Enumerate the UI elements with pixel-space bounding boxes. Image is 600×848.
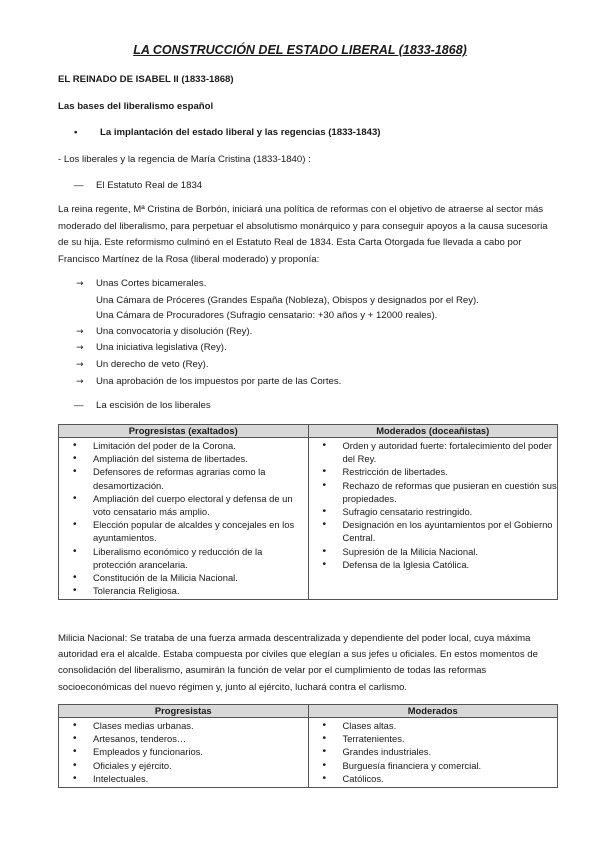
list-item: • Clases altas. [343, 719, 558, 732]
bullet-implantation-text: La implantación del estado liberal y las regencias (1833-1843) [100, 127, 381, 138]
paragraph-milicia: Milicia Nacional: Se trataba de una fuerza armada descentralizada y dependiente del poder local, cuya máxima autoridad era el alcalde. Estaba compuesta por civiles que elegían a sus jefes u oficiales. En estos momentos de consolidación del liberalismo, asumirán la función de velar por el cumplimiento de todas las reformas socioeconómicas del nuevo régimen y, junto al ejército, luchará contra el carlismo. [58, 633, 538, 693]
proposal-item: → Unas Cortes bicamerales. [76, 276, 576, 293]
social-base-table [58, 704, 558, 788]
list-item: • Elección popular de alcaldes y concejales en los ayuntamientos. [93, 518, 308, 544]
heading-bases: Las bases del liberalismo español [58, 101, 214, 112]
heading-reign: EL REINADO DE ISABEL II (1833-1868) [58, 74, 234, 85]
proposal-subitem: Una Cámara de Próceres (Grandes España (Nobleza), Obispos y designados por el Rey). [96, 294, 479, 306]
list-item: • Defensores de reformas agrarias como la desamortización. [93, 465, 308, 491]
list-item: • Constitución de la Milicia Nacional. [93, 571, 308, 584]
arrow-icon: → [76, 343, 84, 354]
table2-header-moderados: Moderados [308, 705, 558, 718]
table1-header-progresistas: Progresistas (exaltados) [59, 425, 309, 438]
arrow-icon: → [76, 359, 84, 370]
dash-icon: — [74, 400, 84, 411]
list-item: • Burguesía financiera y comercial. [343, 759, 558, 772]
table1-header-moderados: Moderados (doceañistas) [308, 425, 558, 438]
dash-estatuto-text: El Estatuto Real de 1834 [96, 180, 203, 191]
list-item: • Orden y autoridad fuerte: fortalecimiento del poder del Rey. [343, 439, 558, 465]
dash-escision-text: La escisión de los liberales [96, 400, 211, 411]
arrow-icon: → [76, 376, 84, 387]
list-item: • Oficiales y ejército. [93, 759, 308, 772]
proposal-subitem: Una Cámara de Procuradores (Sufragio censatario: +30 años y + 12000 reales). [96, 310, 438, 322]
proposal-item: → Un derecho de veto (Rey). [76, 357, 576, 374]
dash-estatuto [74, 180, 202, 191]
liberals-comparison-table [58, 424, 558, 600]
list-item: • Tolerancia Religiosa. [93, 584, 308, 597]
list-item: • Sufragio censatario restringido. [343, 505, 558, 518]
list-item: • Rechazo de reformas que pusieran en cuestión sus propiedades. [343, 479, 558, 505]
table1-right-cell [308, 438, 558, 600]
list-item: • Supresión de la Milicia Nacional. [343, 545, 558, 558]
list-item: • Empleados y funcionarios. [93, 745, 308, 758]
table1-left-cell [59, 438, 309, 600]
arrow-icon: → [76, 326, 84, 337]
list-item: • Terratenientes. [343, 732, 558, 745]
list-item: • Limitación del poder de la Corona. [93, 439, 308, 452]
dash-icon: — [74, 180, 84, 191]
bullet-implantation [74, 127, 380, 138]
list-item: • Designación en los ayuntamientos por el Gobierno Central. [343, 518, 558, 544]
table2-header-progresistas: Progresistas [59, 705, 309, 718]
list-item: • Grandes industriales. [343, 745, 558, 758]
list-item: • Liberalismo económico y reducción de la protección arancelaria. [93, 545, 308, 571]
arrow-icon: → [76, 279, 84, 289]
proposals-list [76, 276, 576, 390]
line-regency: - Los liberales y la regencia de María Cristina (1833-1840) : [58, 154, 311, 165]
bullet-icon: • [74, 127, 78, 138]
list-item: • Intelectuales. [93, 772, 308, 785]
list-item: • Ampliación del cuerpo electoral y defensa de un voto censatario más amplio. [93, 492, 308, 518]
document-title: LA CONSTRUCCIÓN DEL ESTADO LIBERAL (1833-1868) [133, 43, 467, 57]
proposal-item: → Una aprobación de los impuestos por parte de las Cortes. [76, 374, 576, 391]
list-item: • Católicos. [343, 772, 558, 785]
proposal-item: → Una iniciativa legislativa (Rey). [76, 340, 576, 357]
proposal-item: → Una convocatoria y disolución (Rey). [76, 324, 576, 341]
list-item: • Artesanos, tenderos… [93, 732, 308, 745]
paragraph-estatuto: La reina regente, Mª Cristina de Borbón, iniciará una política de reformas con el objetivo de atraerse al sector más moderado del liberalismo, para perpetuar el absolutismo monárquico y para conseguir apoyos a la causa sucesoria de su hija. Este reformismo culminó en el Estatuto Real de 1834. Esta Carta Otorgada fue llevada a cabo por Francisco Martínez de la Rosa (liberal moderado) y proponía: [58, 204, 548, 265]
table2-right-cell [308, 718, 558, 788]
table2-left-cell [59, 718, 309, 788]
dash-escision [74, 400, 211, 411]
list-item: • Ampliación del sistema de libertades. [93, 452, 308, 465]
list-item: • Clases medias urbanas. [93, 719, 308, 732]
list-item: • Defensa de la Iglesia Católica. [343, 558, 558, 571]
list-item: • Restricción de libertades. [343, 465, 558, 478]
